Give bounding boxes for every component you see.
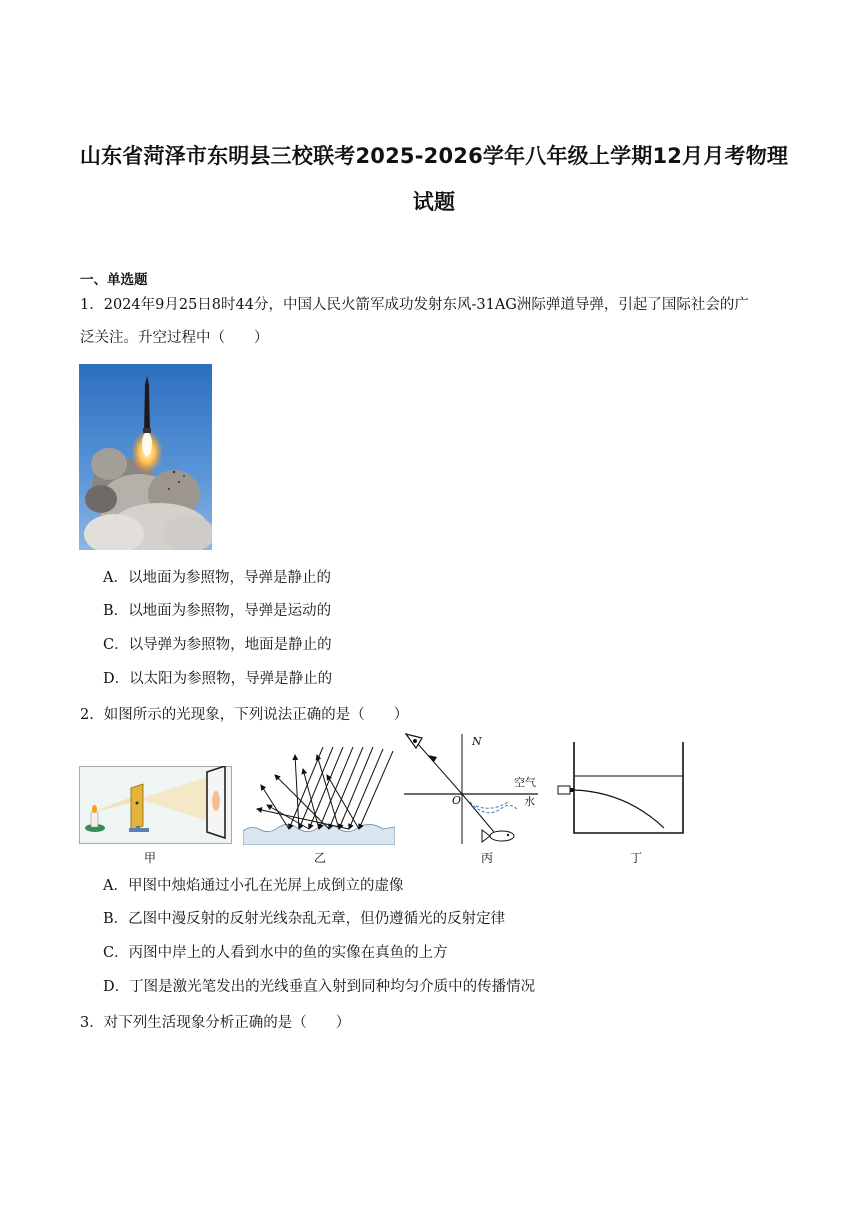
- origin-label: O: [452, 794, 462, 807]
- figure-caption-bing: 丙: [480, 851, 493, 865]
- laser-medium-figure: [556, 740, 686, 835]
- q1-option-c: C．以导弹为参照物，地面是静止的: [103, 637, 332, 653]
- q2-option-c: C．丙图中岸上的人看到水中的鱼的实像在真鱼的上方: [103, 945, 448, 961]
- q2-stem: 2．如图所示的光现象，下列说法正确的是（ ）: [80, 707, 409, 723]
- page-title-line1: 山东省菏泽市东明县三校联考2025-2026学年八年级上学期12月月考物理: [79, 144, 789, 168]
- missile-launch-photo: [79, 364, 212, 550]
- figure-caption-jia: 甲: [143, 851, 156, 865]
- q2-option-a: A．甲图中烛焰通过小孔在光屏上成倒立的虚像: [103, 878, 404, 894]
- q1-stem-line1: 1．2024年9月25日8时44分，中国人民火箭军成功发射东风-31AG洲际弹道导弹，引起了国际社会的广: [80, 297, 749, 313]
- q1-option-d: D．以太阳为参照物，导弹是静止的: [103, 671, 333, 687]
- diffuse-reflection-figure: [243, 745, 395, 845]
- q2-option-b: B．乙图中漫反射的反射光线杂乱无章，但仍遵循光的反射定律: [103, 911, 506, 927]
- figure-caption-ding: 丁: [629, 851, 642, 865]
- laser-pointer-icon: [558, 786, 574, 794]
- section-heading: 一、单选题: [80, 272, 148, 288]
- figure-caption-yi: 乙: [313, 851, 326, 865]
- q1-stem-line2: 泛关注。升空过程中（ ）: [80, 330, 269, 346]
- q1-option-a: A．以地面为参照物，导弹是静止的: [103, 570, 331, 586]
- pinhole-figure: [79, 766, 232, 844]
- q2-option-d: D．丁图是激光笔发出的光线垂直入射到同种均匀介质中的传播情况: [103, 979, 536, 995]
- normal-label: N: [472, 735, 482, 748]
- q1-option-b: B．以地面为参照物，导弹是运动的: [103, 603, 332, 619]
- q3-stem: 3．对下列生活现象分析正确的是（ ）: [80, 1015, 351, 1031]
- refraction-figure: [404, 732, 544, 844]
- water-label: 水: [524, 795, 535, 808]
- fish-icon: [482, 830, 514, 842]
- air-label: 空气: [514, 776, 536, 789]
- page-title-line2: 试题: [412, 190, 456, 214]
